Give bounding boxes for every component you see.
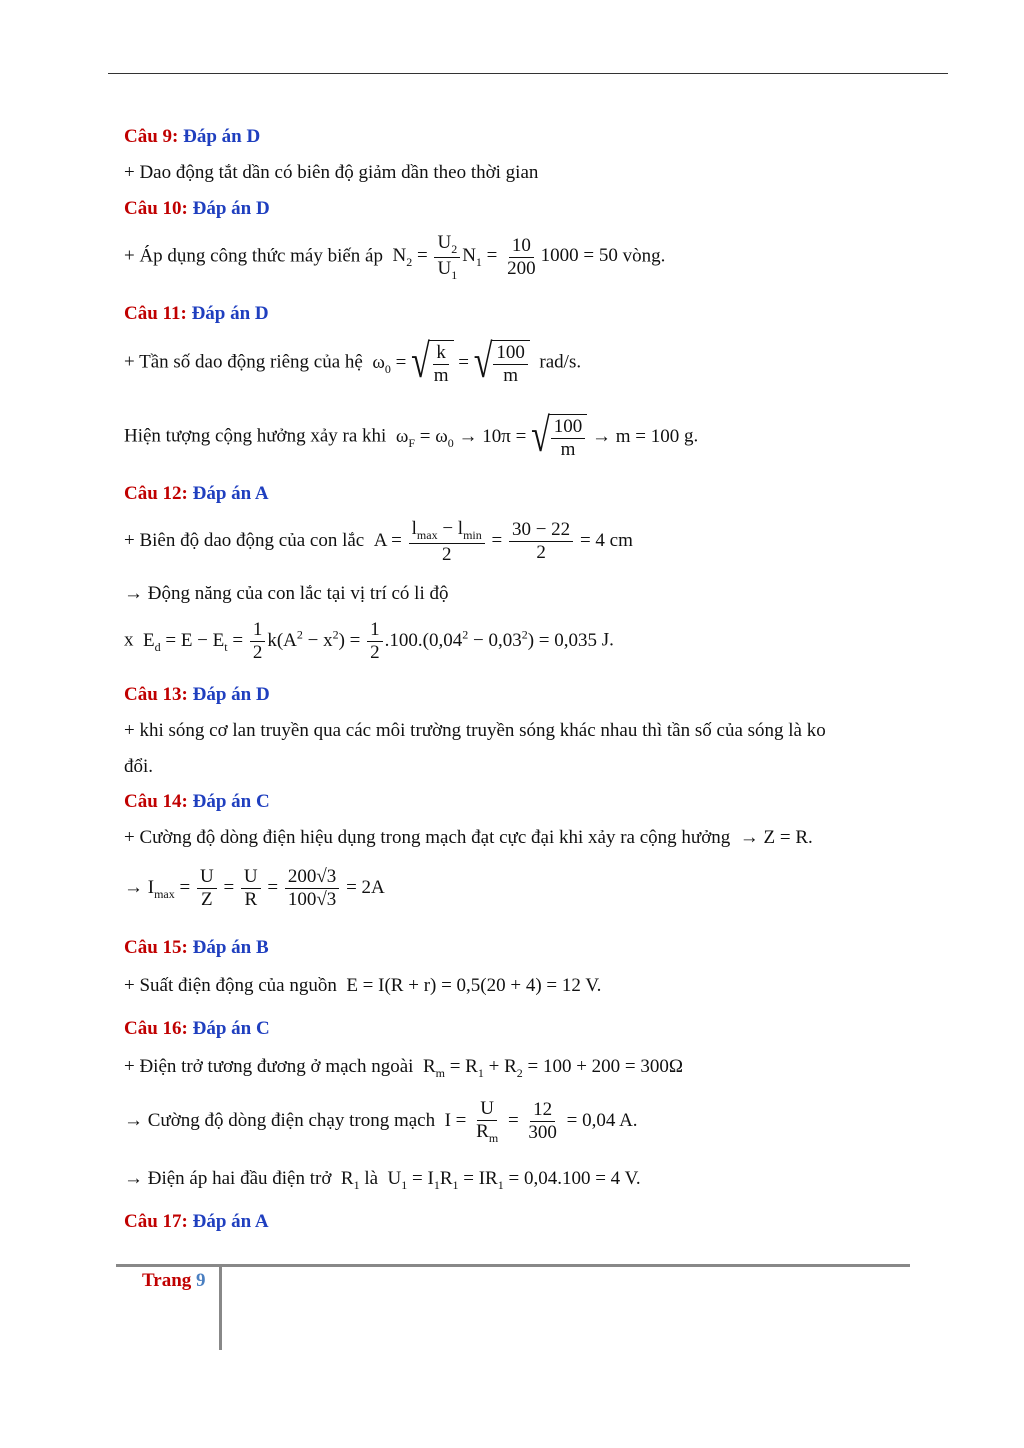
page-number: Trang 9 — [142, 1270, 206, 1291]
q16-formula-voltage: $U_1 = I_1R_1 = IR_1 = 0,04.100 = 4$ — [382, 1168, 621, 1192]
q15-line1: + Suất điện động của nguồn E = I(R + r) = 0,5(20 + 4) = 12 V. — [124, 975, 602, 996]
q12-line2: → Động năng của con lắc tại vị trí có li độ — [124, 583, 449, 604]
q10-heading: Câu 10: Đáp án D — [124, 198, 270, 219]
q13-line1: + khi sóng cơ lan truyền qua các môi trường truyền sóng khác nhau thì tần số của sóng là ko — [124, 720, 826, 741]
q14-line2 — [124, 866, 385, 911]
q16-formula-current: I = $\frac{U}{R_m}$ = $\frac{12}{300}$ = 0,04 — [439, 1098, 620, 1145]
q16-line1: + Điện trở tương đương ở mạch ngoài $R_m = R_1 + R_2 = 100 + 200 = 300\Omega$ — [124, 1056, 684, 1080]
q14-formula-current: → $I_{max}$ = $\frac{U}{Z}$ = $\frac{U}{R}$ = $\frac{200√3}{100√3}$ = 2A — [124, 866, 385, 910]
q14-formula-resonance: → Z = R. — [735, 827, 813, 848]
q11-line1: + Tần số dao động riêng của hệ $\omega_0$ = √ $\frac{k}{m}$ = √ $\frac{100}{m}$ rad/s. — [124, 336, 582, 389]
q14-heading: Câu 14: Đáp án C — [124, 791, 270, 812]
q12-heading: Câu 12: Đáp án A — [124, 483, 269, 504]
q16-line3: → Điện áp hai đầu điện trở $R_1$ là $U_1 = I_1R_1 = IR_1 = 0,04.100 = 4$ V. — [124, 1168, 641, 1192]
q12-line1: + Biên độ dao động của con lắc A = $\frac{l_{max} - l_{min}}{2}$ = $\frac{30 - 22}{2}$ = 4 cm — [124, 518, 633, 565]
q17-heading: Câu 17: Đáp án A — [124, 1211, 269, 1232]
footer-rule — [116, 1264, 910, 1267]
header-rule — [108, 73, 948, 74]
q12-formula-amplitude: A = $\frac{l_{max} - l_{min}}{2}$ = $\frac{30 - 22}{2}$ = 4 — [368, 518, 610, 565]
q12-line3: x $E_d = E - E_t$ = $\frac{1}{2}$ $k(A^2 - x^2)$ = $\frac{1}{2}$ $.100.(0,04^2 - 0,03^2) = 0,035$ J. — [124, 619, 614, 663]
q13-line2: đổi. — [124, 756, 154, 777]
q9-line1: + Dao động tắt dần có biên độ giảm dần theo thời gian — [124, 162, 539, 183]
q16-heading: Câu 16: Đáp án C — [124, 1018, 270, 1039]
q14-line1: + Cường độ dòng điện hiệu dụng trong mạch đạt cực đại khi xảy ra cộng hưởng → Z = R. — [124, 827, 813, 848]
q10-line1: + Áp dụng công thức máy biến áp $N_2$ = $\frac{U_2}{U_1}$ $N_1$ = $\frac{10}{200}$ 1000 = 50 vòng. — [124, 232, 666, 282]
q11-formula-resonance: $\omega_F = \omega_0 \to 10\pi$ = √ $\frac{100}{m}$ → m = 100 — [391, 410, 684, 463]
q10-formula: $N_2$ = $\frac{U_2}{U_1}$ $N_1$ = $\frac{10}{200}$ 1000 = 50 — [387, 232, 623, 282]
footer-vertical-bar — [219, 1266, 222, 1350]
q11-heading: Câu 11: Đáp án D — [124, 303, 269, 324]
q16-formula-resistance: $R_m = R_1 + R_2 = 100 + 200 = 300\Omega$ — [418, 1056, 684, 1080]
q15-formula: E = I(R + r) = 0,5(20 + 4) = 12 — [341, 975, 581, 996]
q11-formula-omega: $\omega_0$ = √ $\frac{k}{m}$ = √ $\frac{100}{m}$ — [368, 352, 535, 373]
q9-heading: Câu 9: Đáp án D — [124, 126, 261, 147]
q11-line2: Hiện tượng cộng hưởng xảy ra khi $\omega_F = \omega_0 \to 10\pi$ = √ $\frac{100}{m}$ → m = 100 g. — [124, 410, 699, 463]
q13-heading: Câu 13: Đáp án D — [124, 684, 270, 705]
q16-line2: → Cường độ dòng điện chạy trong mạch I = $\frac{U}{R_m}$ = $\frac{12}{300}$ = 0,04 A. — [124, 1098, 638, 1145]
q15-heading: Câu 15: Đáp án B — [124, 937, 269, 958]
q12-formula-energy: $E_d = E - E_t$ = $\frac{1}{2}$ $k(A^2 - x^2)$ = $\frac{1}{2}$ $.100.(0,04^2 - 0,03^2) = 0,035$ — [138, 619, 602, 663]
